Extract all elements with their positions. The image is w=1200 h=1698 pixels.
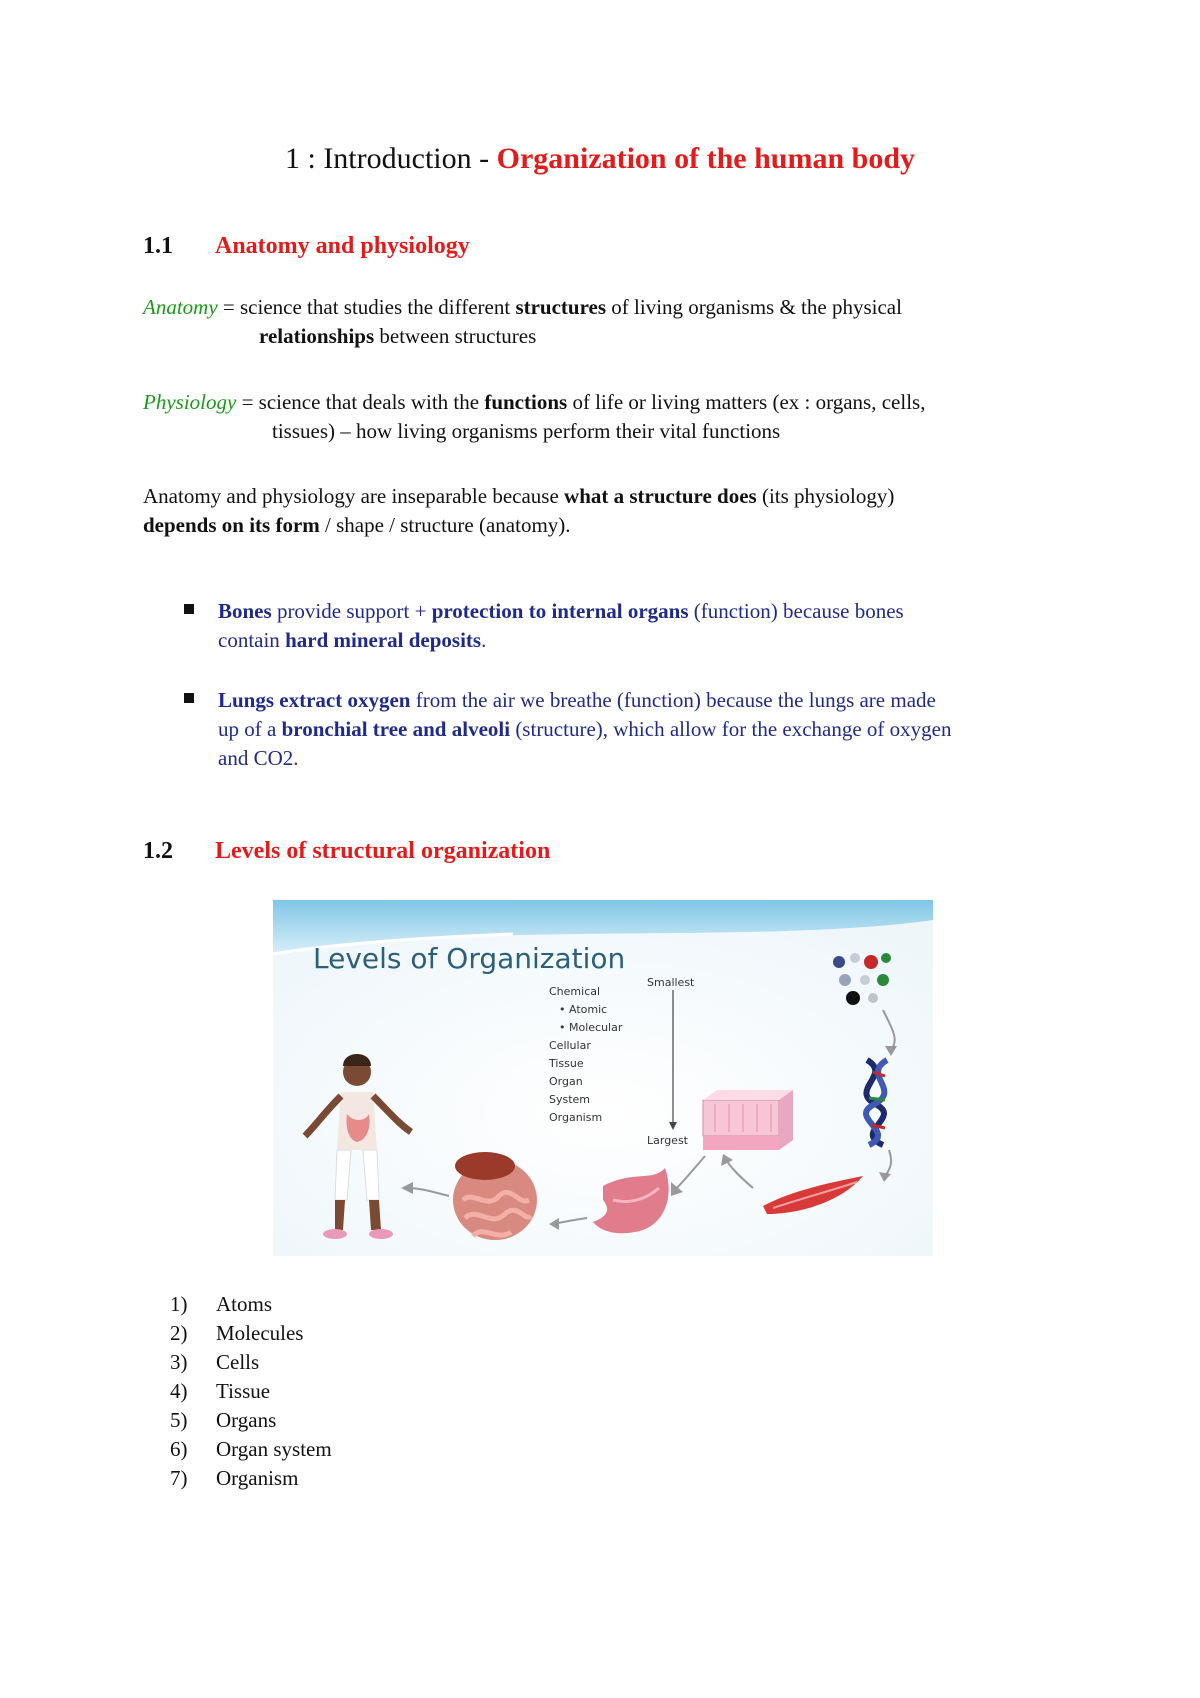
smallest-label: Smallest [647,976,695,989]
list-item: 5) Organs [170,1408,277,1432]
bullet-marker [184,693,194,703]
level-molecular: • Molecular [559,1021,623,1034]
list-item: 6) Organ system [170,1437,332,1461]
physiology-definition: Physiology = science that deals with the functions of life or living matters (ex : organs, cells, [143,390,926,414]
page-title: 1 : Introduction - Organization of the human body [284,142,916,175]
figure-svg [273,900,933,1256]
list-item: 3) Cells [170,1350,260,1374]
inseparable-paragraph: Anatomy and physiology are inseparable because what a structure does (its physiology) depends on its form / shape / structure (anatomy). [143,484,895,537]
level-tissue: Tissue [549,1057,584,1070]
level-cellular: Cellular [549,1039,591,1052]
bullet-bones: Bones provide support + protection to internal organs (function) because bones contain hard mineral deposits. [218,599,904,652]
title-highlight: Organization of the human body [496,142,916,175]
physiology-definition-line2: tissues) – how living organisms perform their vital functions [272,419,781,443]
list-item: 2) Molecules [170,1321,304,1345]
level-chemical: Chemical [549,985,601,998]
level-atomic: • Atomic [559,1003,608,1016]
bullet-lungs: Lungs extract oxygen from the air we breathe (function) because the lungs are made up of a bronchial tree and alveoli (structure), which allow for the exchange of oxygen and CO2. [218,688,952,770]
list-item: 1) Atoms [170,1292,273,1316]
tissue-illustration [703,1090,793,1150]
list-item: 4) Tissue [170,1379,271,1403]
anatomy-definition: Anatomy = science that studies the different structures of living organisms & the physical [143,295,902,319]
bullet-marker [184,604,194,614]
anatomy-term: Anatomy [143,295,218,319]
section-heading-1-1: 1.1 Anatomy and physiology [143,233,470,259]
section-heading-1-2: 1.2 Levels of structural organization [143,838,551,864]
list-item: 7) Organism [170,1466,299,1490]
levels-list [170,1290,332,1493]
level-organ: Organ [549,1075,583,1088]
figure-title: Levels of Organization [313,942,626,975]
physiology-term: Physiology [143,390,237,414]
level-organism: Organism [549,1111,603,1124]
anatomy-definition-line2: relationships between structures [259,324,537,348]
levels-of-organization-figure [273,900,933,1256]
level-system: System [549,1093,591,1106]
largest-label: Largest [647,1134,688,1147]
